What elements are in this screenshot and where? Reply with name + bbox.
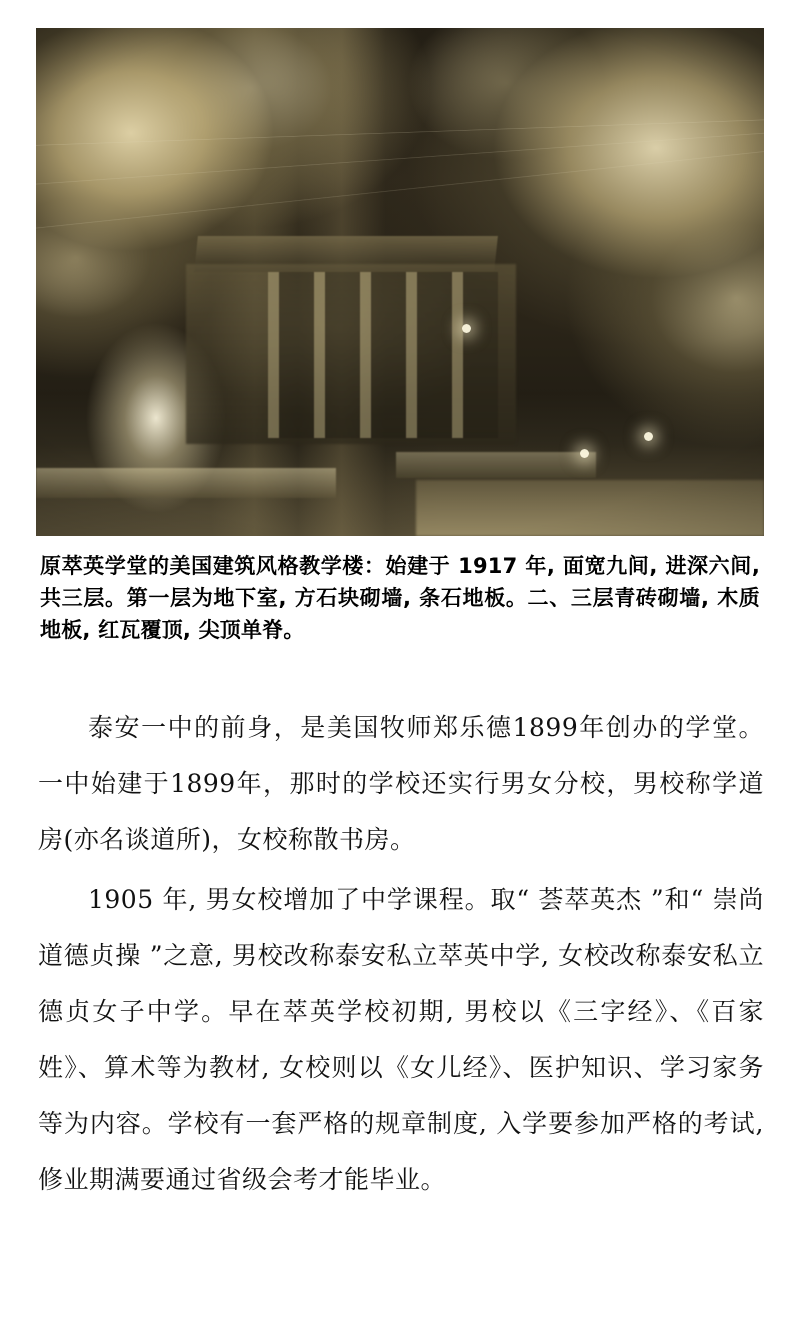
photo-figure xyxy=(36,28,764,536)
historic-school-building-night-photo xyxy=(36,28,764,536)
photo-caption: 原萃英学堂的美国建筑风格教学楼：始建于 1917 年, 面宽九间, 进深六间, 共三层。第一层为地下室, 方石块砌墙, 条石地板。二、三层青砖砌墙, 木质地板, 红瓦覆顶, 尖顶单脊。 xyxy=(40,554,760,642)
body-paragraph: 泰安一中的前身，是美国牧师郑乐德1899年创办的学堂。一中始建于1899年，那时的学校还实行男女分校，男校称学道房(亦名谈道所)，女校称散书房。 xyxy=(38,713,764,854)
article-body xyxy=(38,700,764,1212)
photo-vignette xyxy=(36,28,764,536)
body-paragraph: 1905 年, 男女校增加了中学课程。取“ 荟萃英杰 ”和“ 崇尚道德贞操 ”之意, 男校改称泰安私立萃英中学, 女校改称泰安私立德贞女子中学。早在萃英学校初期, 男校以《三字经》、《百家姓》、算术等为教材, 女校则以《女儿经》、医护知识、学习家务等为内容。学校有一套严格的规章制度, 入学要参加严格的考试, 修业期满要通过省级会考才能毕业。 xyxy=(38,885,764,1194)
